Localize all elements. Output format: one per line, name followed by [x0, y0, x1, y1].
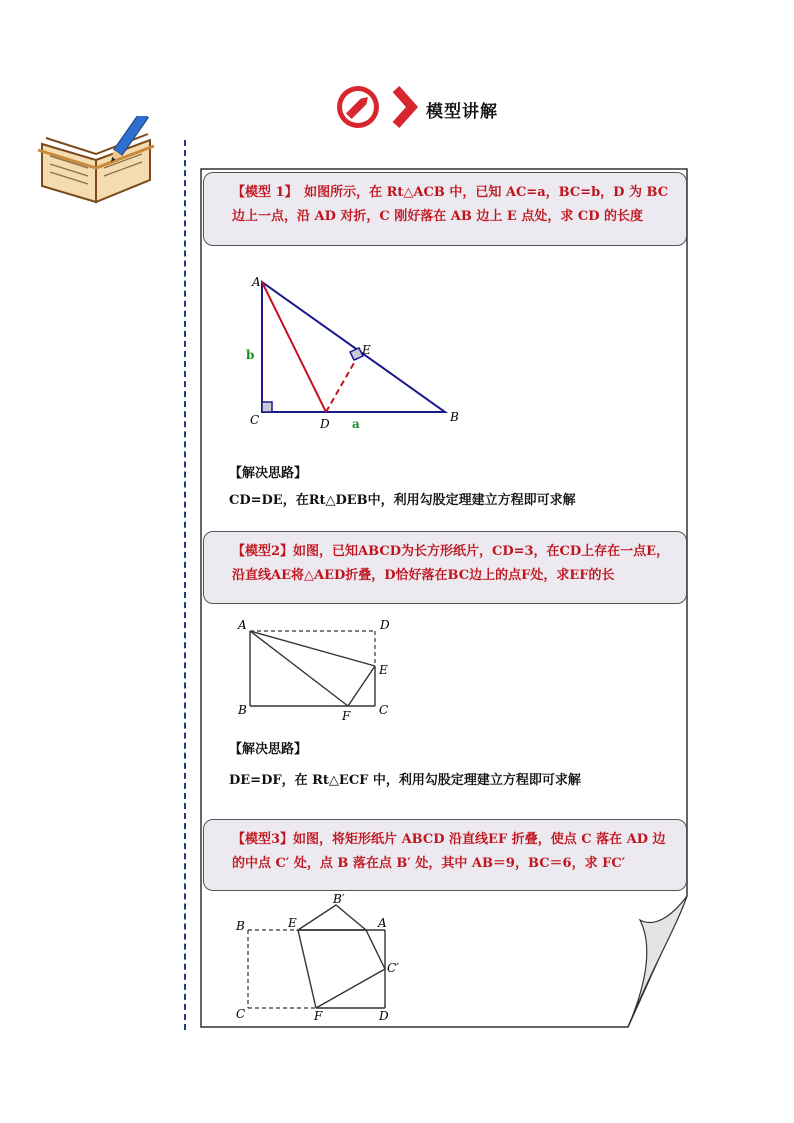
model-2-solution: DE=DF，在 Rt△ECF 中，利用勾股定理建立方程即可求解 — [229, 773, 581, 788]
pencil-circle-icon — [334, 83, 424, 131]
label-C: C — [250, 413, 260, 427]
label-A: A — [238, 618, 247, 632]
chevron-right-icon — [396, 89, 412, 125]
section-header — [334, 83, 534, 131]
label-D: D — [379, 1009, 389, 1023]
model-1-text: 【模型 1】 如图所示，在 Rt△ACB 中，已知 AC=a，BC=b，D 为 BC 边上一点，沿 AD 对折，C 刚好落在 AB 边上 E 点处，求 CD 的长度 — [232, 185, 669, 224]
label-a: a — [352, 417, 360, 431]
open-book-icon — [36, 116, 166, 208]
label-C-prime: C′ — [387, 961, 399, 975]
model-1-figure — [240, 272, 480, 432]
label-E: E — [362, 343, 371, 357]
model-1-solution: CD=DE，在Rt△DEB中，利用勾股定理建立方程即可求解 — [229, 493, 576, 508]
model-3-text: 【模型3】如图，将矩形纸片 ABCD 沿直线EF 折叠，使点 C 落在 AD 边的中点 C′ 处，点 B 落在点 B′ 处，其中 AB＝9，BC＝6，求 FC′ — [232, 832, 666, 871]
label-D: D — [380, 618, 390, 632]
label-C: C — [236, 1007, 246, 1021]
label-E: E — [288, 916, 297, 930]
model-3-figure — [230, 890, 410, 1025]
model-1-solution-heading: 【解决思路】 — [229, 466, 308, 481]
model-3-box — [203, 819, 687, 891]
model-2-text: 【模型2】如图，已知ABCD为长方形纸片，CD=3，在CD上存在一点E，沿直线AE将△AED折叠，D恰好落在BC边上的点F处，求EF的长 — [232, 544, 670, 583]
label-A: A — [378, 916, 387, 930]
label-B: B — [236, 919, 245, 933]
label-B: B — [238, 703, 247, 717]
label-A: A — [252, 275, 261, 289]
label-b: b — [246, 348, 255, 362]
model-2-box — [203, 531, 687, 604]
section-title: 模型讲解 — [426, 102, 498, 122]
model-1-box — [203, 172, 687, 246]
model-2-solution-heading: 【解决思路】 — [229, 742, 308, 757]
label-B-prime: B′ — [333, 892, 345, 906]
label-F: F — [342, 709, 351, 723]
margin-dashed-line — [184, 140, 186, 1030]
label-C: C — [379, 703, 389, 717]
model-2-figure — [230, 614, 400, 724]
label-D: D — [320, 417, 330, 431]
label-E: E — [379, 663, 388, 677]
label-B: B — [450, 410, 459, 424]
label-F: F — [314, 1009, 323, 1023]
